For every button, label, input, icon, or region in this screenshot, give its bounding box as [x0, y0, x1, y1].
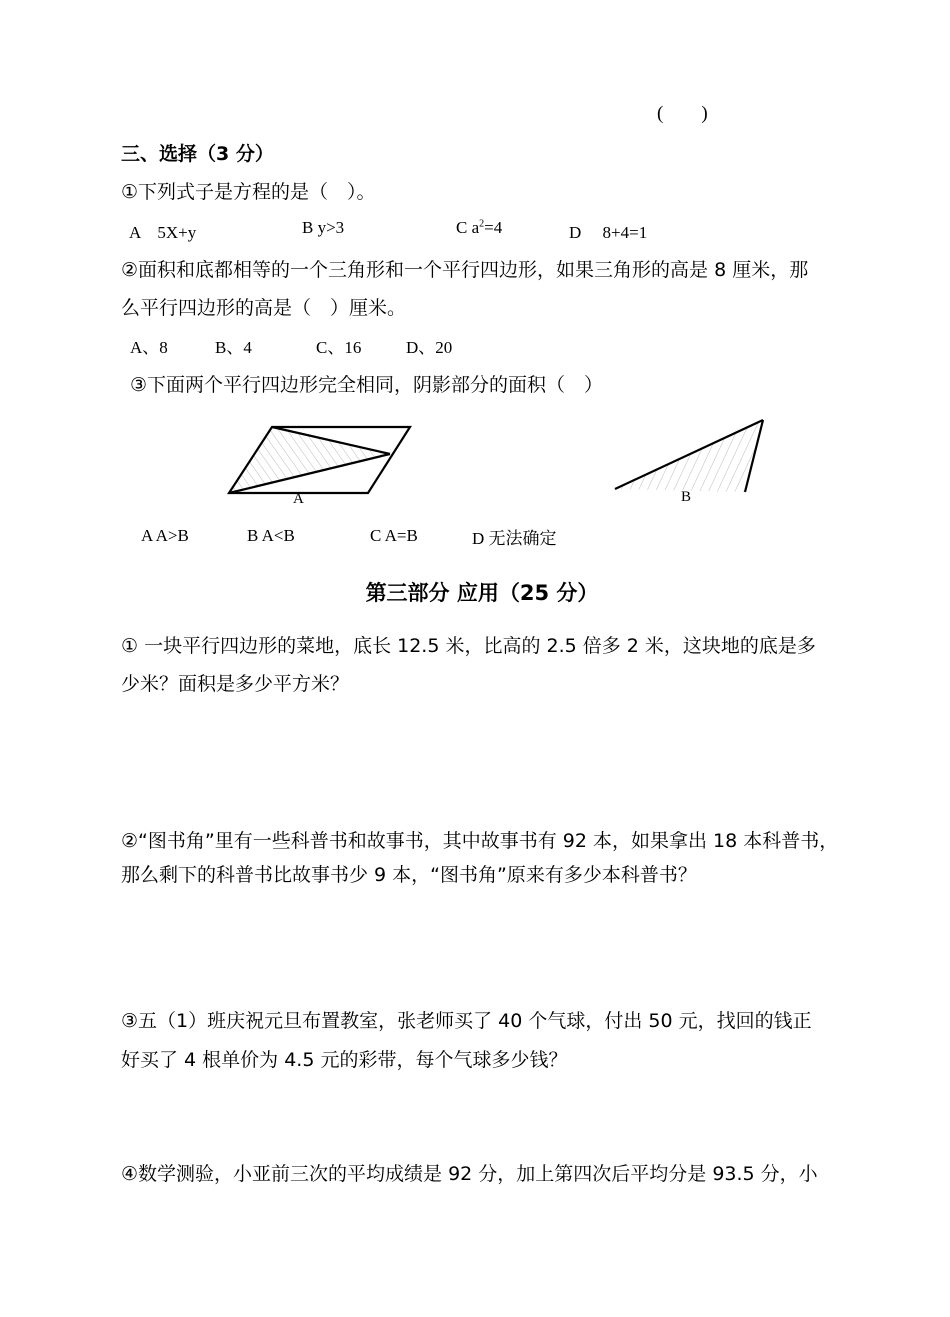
question-3-option-b: B A<B	[247, 526, 295, 545]
application-2-line-2: 那么剩下的科普书比故事书少 9 本，“图书角”原来有多少本科普书？	[121, 864, 697, 886]
figure-b-label: B	[681, 489, 692, 505]
question-1-option-a: A 5X+y	[129, 223, 197, 242]
answer-bracket: ( )	[657, 103, 708, 124]
question-1-option-b: B y>3	[302, 218, 345, 237]
question-1-text: ①下列式子是方程的是（ ）。	[121, 181, 376, 203]
question-2-option-b: B、4	[215, 338, 252, 357]
question-2-option-d: D、20	[406, 338, 453, 357]
question-3-option-d: D 无法确定	[472, 529, 557, 548]
application-1-line-2: 少米？面积是多少平方米？	[121, 673, 350, 695]
question-2-line-2: 么平行四边形的高是（ ）厘米。	[121, 297, 407, 319]
triangle-figure-b	[605, 410, 775, 500]
figure-a-label: A	[293, 491, 304, 507]
question-1-option-d: D 8+4=1	[569, 223, 648, 242]
application-3-line-2: 好买了 4 根单价为 4.5 元的彩带，每个气球多少钱？	[121, 1049, 568, 1071]
application-2-line-1: ②“图书角”里有一些科普书和故事书，其中故事书有 92 本，如果拿出 18 本科普书，	[121, 830, 839, 852]
application-4-line-1: ④数学测验，小亚前三次的平均成绩是 92 分，加上第四次后平均分是 93.5 分，小	[121, 1163, 818, 1185]
question-1-option-c: C $a^2=4$	[456, 218, 503, 237]
question-2-option-c: C、16	[316, 338, 362, 357]
question-3-option-a: A A>B	[141, 526, 189, 545]
question-2-line-1: ②面积和底都相等的一个三角形和一个平行四边形，如果三角形的高是 8 厘米，那	[121, 259, 809, 281]
part-3-heading: 第三部分 应用（25 分）	[365, 581, 599, 605]
parallelogram-figure-a	[220, 420, 420, 500]
application-1-line-1: ① 一块平行四边形的菜地，底长 12.5 米，比高的 2.5 倍多 2 米，这块地的底是多	[121, 635, 816, 657]
question-3-text: ③下面两个平行四边形完全相同，阴影部分的面积（ ）	[130, 374, 604, 396]
section-heading-choice: 三、选择（3 分）	[121, 143, 274, 165]
application-3-line-1: ③五（1）班庆祝元旦布置教室，张老师买了 40 个气球，付出 50 元，找回的钱正	[121, 1010, 812, 1032]
question-2-option-a: A、8	[130, 338, 168, 357]
question-3-option-c: C A=B	[370, 526, 418, 545]
